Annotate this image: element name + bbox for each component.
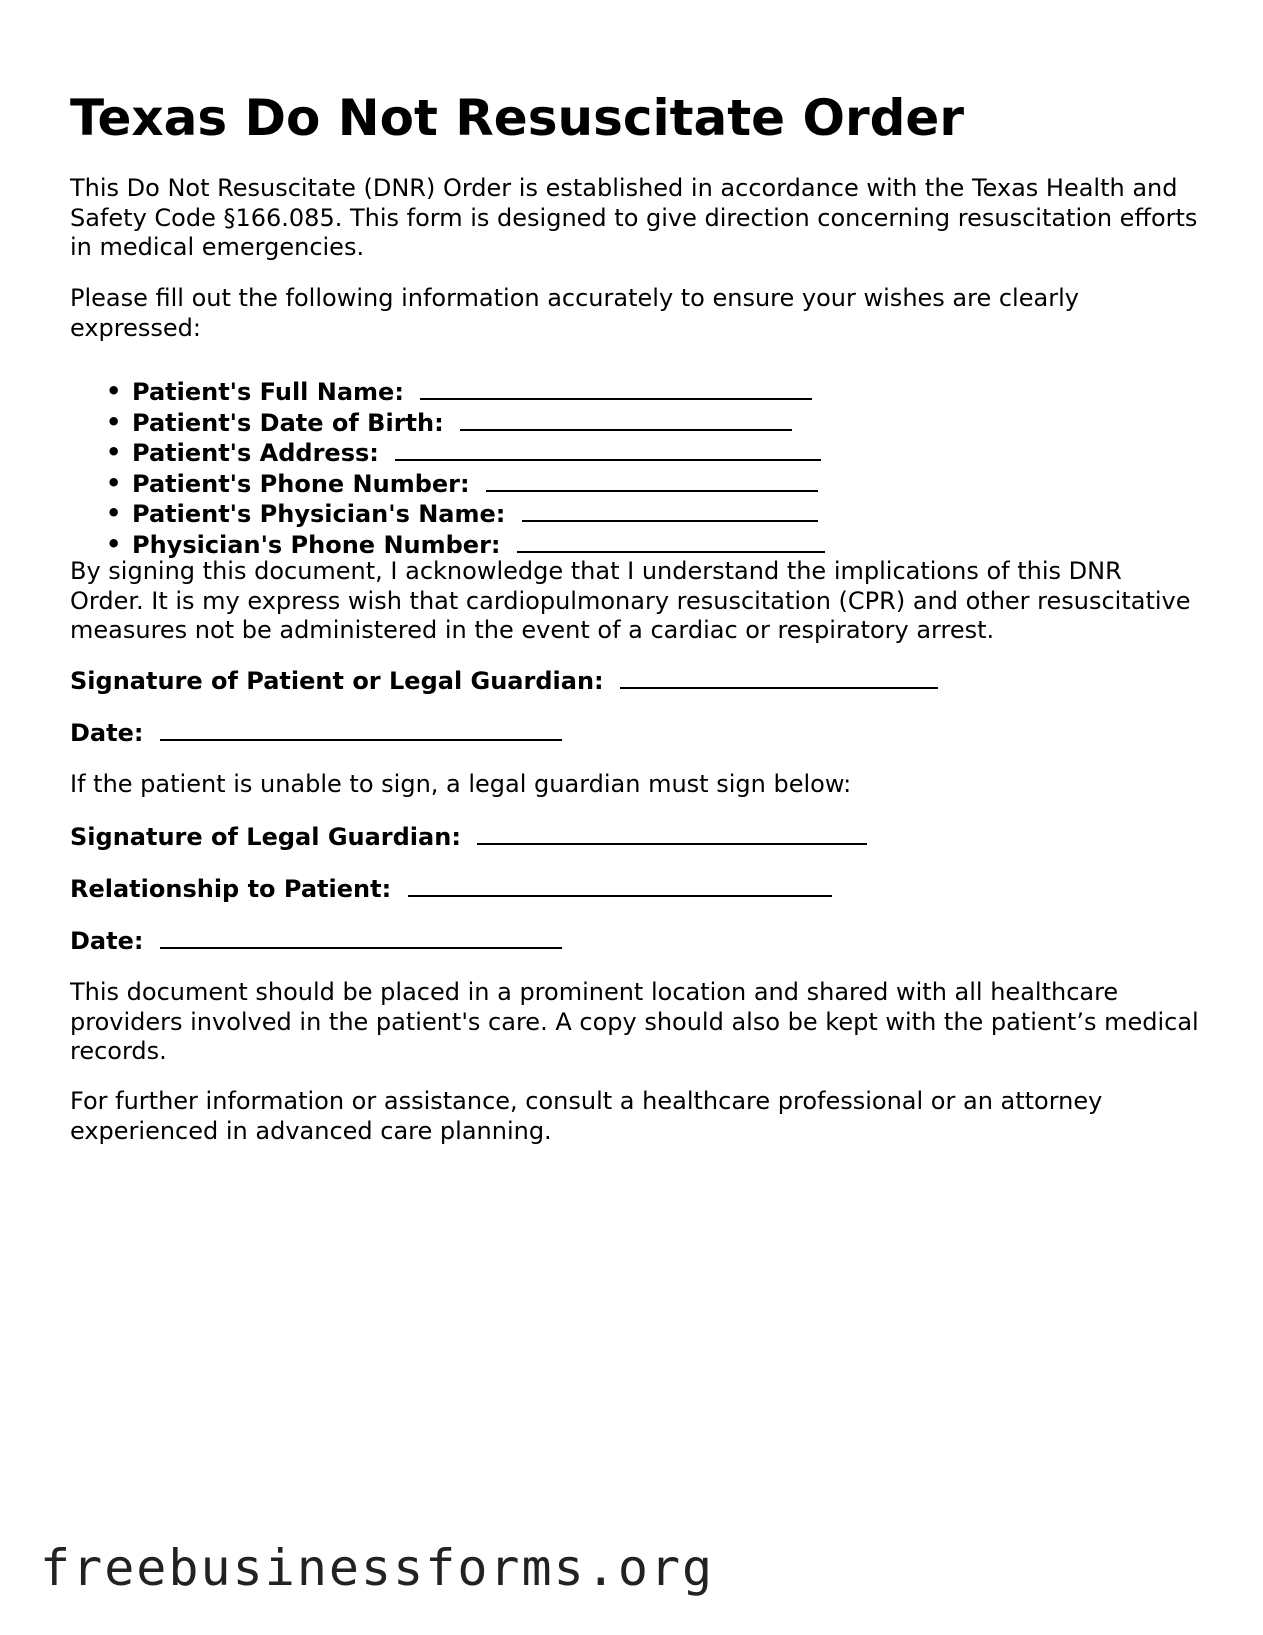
intro-paragraph: This Do Not Resuscitate (DNR) Order is established in accordance with the Texas Health and Safety Code §166.085. This form is designed to give direction concerning resuscitation efforts in medical emergencies. bbox=[70, 174, 1198, 261]
physician-name-blank[interactable] bbox=[522, 499, 818, 522]
physician-phone-blank[interactable] bbox=[517, 530, 825, 553]
relationship-blank[interactable] bbox=[408, 874, 832, 897]
patient-signature-label: Signature of Patient or Legal Guardian: bbox=[70, 667, 604, 695]
patient-signature-row bbox=[70, 666, 938, 697]
phone-number-blank[interactable] bbox=[486, 469, 818, 492]
list-item bbox=[70, 469, 825, 500]
guardian-signature-blank[interactable] bbox=[477, 822, 867, 845]
list-item bbox=[70, 499, 825, 530]
bullet-icon: • bbox=[106, 468, 122, 497]
bullet-icon: • bbox=[106, 499, 122, 527]
field-label-phone-number: Patient's Phone Number: bbox=[132, 469, 470, 498]
date-label-1: Date: bbox=[70, 719, 144, 747]
list-item bbox=[70, 438, 825, 469]
bullet-icon: • bbox=[106, 407, 122, 436]
field-label-date-of-birth: Patient's Date of Birth: bbox=[132, 408, 444, 437]
list-item bbox=[70, 530, 825, 561]
date-of-birth-blank[interactable] bbox=[460, 408, 792, 431]
date-label-2: Date: bbox=[70, 927, 144, 955]
full-name-blank[interactable] bbox=[420, 377, 812, 400]
list-item bbox=[70, 377, 825, 408]
list-item bbox=[70, 408, 825, 439]
address-blank[interactable] bbox=[395, 438, 821, 461]
date-row-1 bbox=[70, 718, 562, 749]
acknowledgement-paragraph: By signing this document, I acknowledge that I understand the implications of this DNR Order. It is my express wish that cardiopulmonary resuscitation (CPR) and other resuscitative measures not be administered in the event of a cardiac or respiratory arrest. bbox=[70, 557, 1191, 644]
document-title: Texas Do Not Resuscitate Order bbox=[70, 89, 964, 147]
placement-note: This document should be placed in a prominent location and shared with all healthcare providers involved in the patient's care. A copy should also be kept with the patient’s medical records. bbox=[70, 978, 1199, 1065]
patient-info-list bbox=[70, 377, 825, 560]
field-label-address: Patient's Address: bbox=[132, 439, 379, 467]
guardian-signature-label: Signature of Legal Guardian: bbox=[70, 823, 461, 851]
field-label-physician-phone: Physician's Phone Number: bbox=[132, 530, 501, 559]
bullet-icon: • bbox=[106, 529, 122, 558]
bullet-icon: • bbox=[106, 377, 122, 405]
instructions-paragraph: Please fill out the following information accurately to ensure your wishes are clearly expressed: bbox=[70, 284, 1079, 342]
field-label-full-name: Patient's Full Name: bbox=[132, 378, 404, 406]
footer-brand-watermark: freebusinessforms.org bbox=[40, 1539, 715, 1597]
guardian-signature-row bbox=[70, 822, 867, 853]
guardian-note: If the patient is unable to sign, a legal guardian must sign below: bbox=[70, 770, 852, 798]
bullet-icon: • bbox=[106, 438, 122, 466]
date-blank-1[interactable] bbox=[160, 718, 562, 741]
relationship-label: Relationship to Patient: bbox=[70, 875, 392, 903]
date-blank-2[interactable] bbox=[160, 926, 562, 949]
patient-signature-blank[interactable] bbox=[620, 666, 938, 689]
relationship-row bbox=[70, 874, 832, 905]
date-row-2 bbox=[70, 926, 562, 957]
field-label-physician-name: Patient's Physician's Name: bbox=[132, 500, 506, 528]
further-info-paragraph: For further information or assistance, consult a healthcare professional or an attorney experienced in advanced care planning. bbox=[70, 1087, 1103, 1145]
